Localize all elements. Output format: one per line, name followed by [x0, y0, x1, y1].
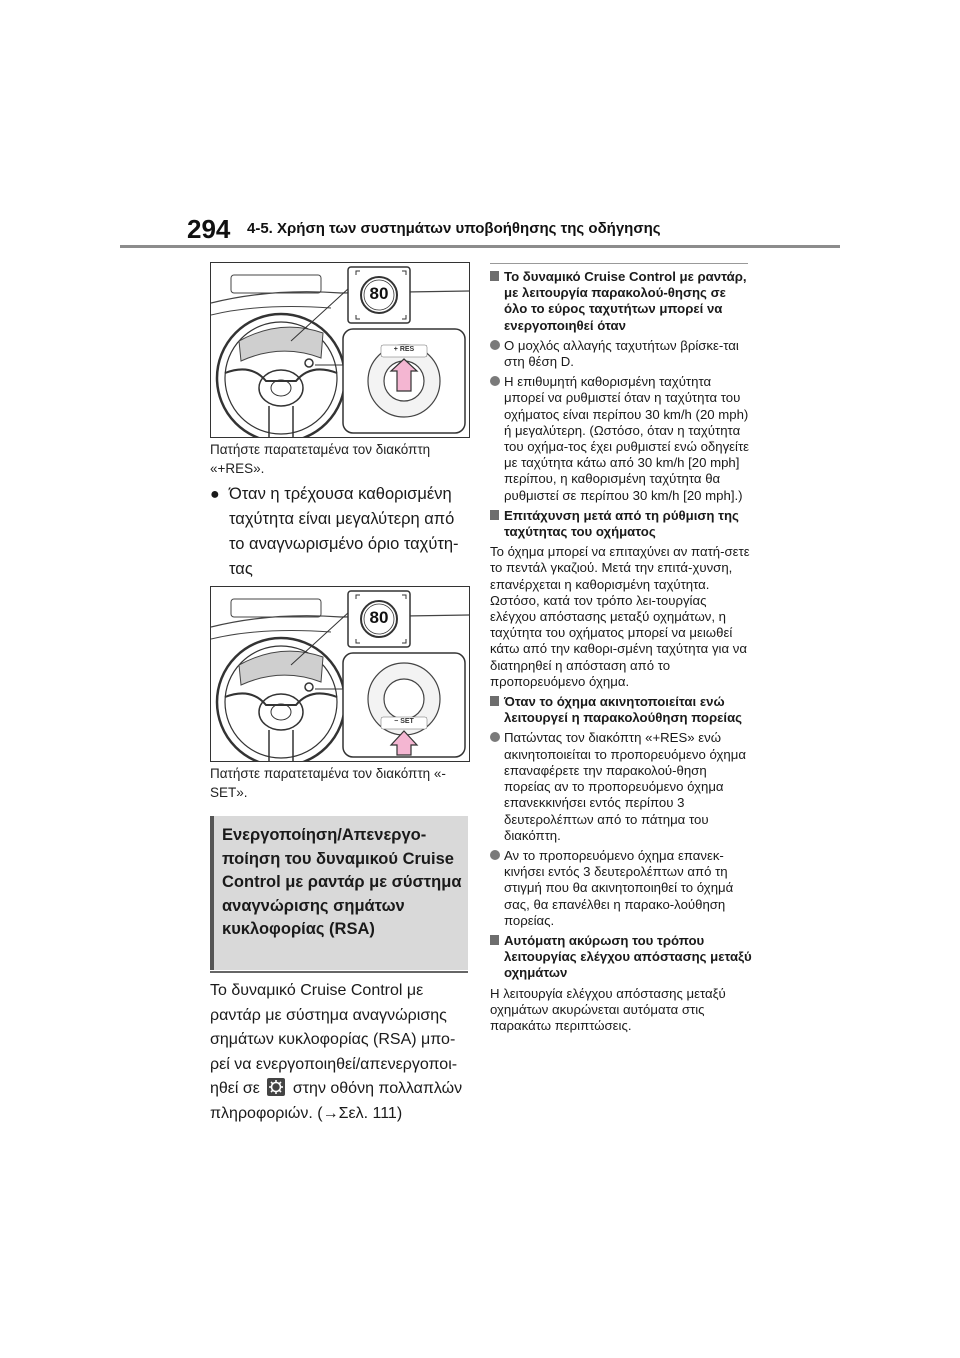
right-column [490, 269, 752, 1038]
square-bullet-icon [490, 271, 499, 281]
list-item [490, 338, 752, 370]
bullet-text: Όταν η τρέχουσα καθορισμένη ταχύτητα είναι μεγαλύτερη από το αναγνωρισμένο όριο ταχύτη-τας [229, 485, 459, 578]
paragraph: Το όχημα μπορεί να επιταχύνει αν πατή-σετε το πεντάλ γκαζιού. Μετά την επιτά-χυνση, επανέρχεται η καθορισμένη ταχύτητα. Ωστόσο, κατά τον τρόπο λει-τουργίας ελέγχου απόστασης μεταξύ οχημάτων, η ταχύτητα του οχήματος μπορεί να μειωθεί κάτω από την καθορι-σμένη ταχύτητα για να διατηρηθεί η απόσταση από το προπορευόμενο όχημα. [490, 544, 750, 689]
body-text-before-icon: Το δυναμικό Cruise Control με ραντάρ με σύστημα αναγνώρισης σημάτων κυκλοφορίας (RSA) μπο-ρεί να ενεργοποιηθεί/απενεργοποι-ηθεί σε [210, 982, 458, 1097]
section-heading-box [210, 816, 468, 970]
circle-bullet-icon [490, 732, 500, 742]
list-item-text: Η επιθυμητή καθορισμένη ταχύτητα μπορεί να ρυθμιστεί όταν η ταχύτητα του οχήματος είναι περίπου 30 km/h (20 mph) ή μεγαλύτερη. (Ωστόσο, όταν η ταχύτητα του οχήμα-τος έχει ρυθμιστεί ενώ οδηγείτε με ταχύτητα κάτω από 30 km/h [20 mph] περίπου, η καθορισμένη ταχύτητα θα ρυθμιστεί σε περίπου 30 km/h [20 mph].) [504, 374, 750, 503]
heading-divider [210, 971, 468, 973]
page-number: 294 [187, 214, 231, 244]
subheading-text: Αυτόματη ακύρωση του τρόπου λειτουργίας ελέγχου απόστασης μεταξύ οχημάτων [504, 932, 752, 981]
section-heading: Ενεργοποίηση/Απενεργο-ποίηση του δυναμικού Cruise Control με ραντάρ με σύστημα αναγνώρισης σημάτων κυκλοφορίας (RSA) [222, 826, 462, 938]
list-item-text: Ο μοχλός αλλαγής ταχυτήτων βρίσκε-ται στη θέση D. [504, 337, 739, 370]
right-column-top-rule [490, 263, 748, 264]
paragraph: Η λειτουργία ελέγχου απόστασης μεταξύ οχημάτων ακυρώνεται αυτόματα στις παρακάτω περιπτώσεις. [490, 985, 726, 1033]
square-bullet-icon [490, 696, 499, 706]
circle-bullet-icon [490, 340, 500, 350]
circle-bullet-icon [490, 850, 500, 860]
list-item [490, 730, 752, 843]
subheading-text: Όταν το όχημα ακινητοποιείται ενώ λειτουργεί η παρακολούθηση πορείας [504, 694, 743, 726]
list-item [490, 848, 752, 929]
caption-set: Πατήστε παρατεταμένα τον διακόπτη «-SET». [210, 766, 446, 800]
res-button-label: + RES [393, 346, 415, 353]
subheading-vehicle-stop [490, 694, 752, 726]
body-paragraph [210, 979, 468, 1126]
bullet-item-current-speed [210, 482, 468, 582]
heading-accent-bar [210, 816, 214, 970]
header-divider [120, 245, 840, 248]
subheading-auto-cancel [490, 933, 752, 982]
list-item-text: Πατώντας τον διακόπτη «+RES» ενώ ακινητοποιείται το προπορευόμενο όχημα επαναφέρετε την παρακολού-θηση πορείας αν το προπορευόμενο όχημα επανεκκινήσει εντός περίπου 3 δευτερολέπτων από το πάτημα του διακόπτη. [504, 730, 746, 843]
subheading-text: Το δυναμικό Cruise Control με ραντάρ, με λειτουργία παρακολού-θησης σε όλο το εύρος ταχυτήτων μπορεί να ενεργοποιηθεί όταν [504, 269, 747, 333]
subheading-acceleration [490, 508, 752, 540]
figure-set-switch [210, 586, 470, 762]
speed-sign-value: 80 [369, 608, 389, 627]
subheading-text: Επιτάχυνση μετά από τη ρύθμιση της ταχύτητας του οχήματος [504, 507, 739, 540]
list-item-text: Αν το προπορευόμενο όχημα επανεκ-κινήσει εντός 3 δευτερολέπτων από τη στιγμή που θα ακινητοποιηθεί το όχημά σας, θα επανέλθει η παρακο-λούθηση πορείας. [504, 847, 734, 928]
circle-bullet-icon [490, 376, 500, 386]
caption-res: Πατήστε παρατεταμένα τον διακόπτη «+RES». [210, 442, 431, 476]
square-bullet-icon [490, 935, 499, 945]
body-text-after-icon: στην οθόνη πολλαπλών πληροφοριών. (→Σελ. 111) [210, 1080, 463, 1122]
steering-wheel-illustration [211, 587, 469, 761]
list-item [490, 374, 752, 504]
bullet-dot: ● [210, 486, 220, 503]
figure-res-switch [210, 262, 470, 438]
set-button-label: − SET [394, 718, 414, 725]
steering-wheel-illustration [211, 263, 469, 437]
square-bullet-icon [490, 510, 499, 520]
section-title: 4-5. Χρήση των συστημάτων υποβοήθησης της οδήγησης [247, 220, 661, 237]
speed-sign-value: 80 [369, 284, 389, 303]
settings-gear-icon [267, 1078, 285, 1096]
subheading-activation [490, 269, 752, 334]
